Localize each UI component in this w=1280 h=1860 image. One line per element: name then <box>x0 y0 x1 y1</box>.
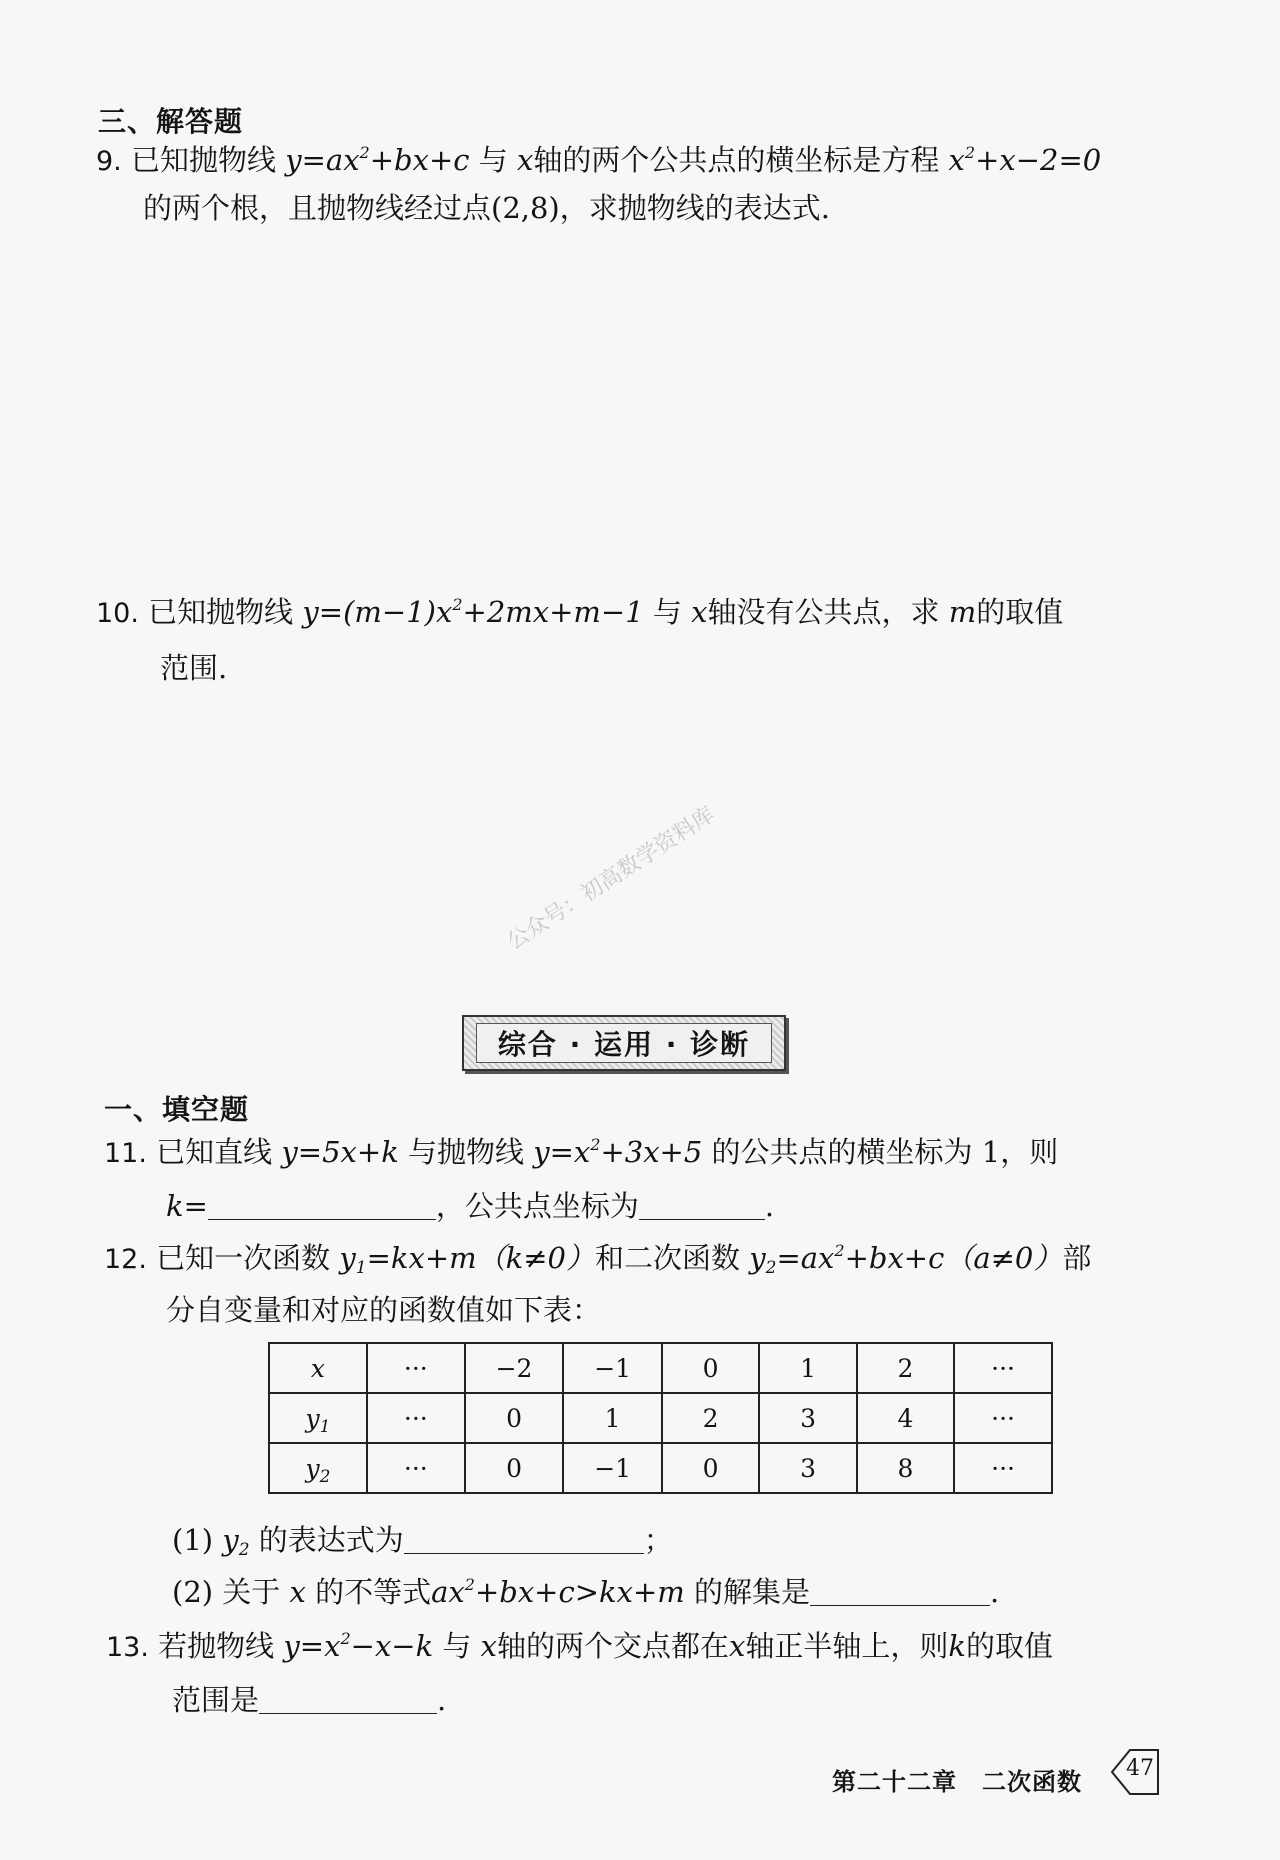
condition: （a≠0） <box>944 1241 1063 1275</box>
text: 的取值 <box>965 1629 1053 1663</box>
table-cell: ··· <box>954 1393 1052 1443</box>
equation: $y=ax^2+bx+c$ <box>285 143 470 177</box>
question-number: 13. <box>106 1632 149 1663</box>
question-number: 12. <box>104 1244 147 1275</box>
row-header: $y_1$ <box>269 1393 367 1443</box>
variable: k= <box>166 1189 208 1223</box>
answer-blank-point[interactable] <box>639 1191 765 1220</box>
question-9-line-1 <box>96 140 1101 182</box>
answer-blank-k-range[interactable] <box>259 1685 437 1714</box>
section-banner <box>462 1015 786 1071</box>
variable: x <box>516 143 534 177</box>
question-13-line-2 <box>172 1680 446 1720</box>
text: ； <box>643 1523 673 1557</box>
equation: $y_2=ax^2+bx+c$ <box>749 1241 945 1278</box>
variable: x <box>729 1629 746 1663</box>
row-header: $y_2$ <box>269 1443 367 1493</box>
variable: x <box>289 1575 306 1609</box>
text: . <box>990 1575 1000 1609</box>
table-row-x <box>269 1343 1052 1393</box>
text: 已知一次函数 <box>156 1241 331 1275</box>
variable: x <box>691 595 708 629</box>
chapter-title: 第二十二章 二次函数 <box>832 1768 1082 1796</box>
page-number: 47 <box>1126 1756 1154 1781</box>
section-title-fill: 一、填空题 <box>104 1093 250 1126</box>
text: 轴没有公共点，求 <box>707 595 940 629</box>
text: 的公共点的横坐标为 1，则 <box>711 1135 1059 1169</box>
equation: $ax^2+bx+c>kx+m$ <box>431 1575 685 1609</box>
answer-blank-k[interactable] <box>208 1191 436 1220</box>
equation: $y=x^2-x-k$ <box>283 1629 434 1663</box>
answer-blank-y2-expression[interactable] <box>404 1525 644 1554</box>
text: 与抛物线 <box>407 1135 524 1169</box>
table-cell: 0 <box>662 1343 759 1393</box>
function-value-table <box>268 1342 1053 1494</box>
text: 轴的两个公共点的横坐标是方程 <box>533 143 940 177</box>
table-cell: 2 <box>662 1393 759 1443</box>
table-cell: ··· <box>954 1343 1052 1393</box>
text: 的不等式 <box>315 1575 432 1609</box>
part-label: (1) <box>172 1523 214 1557</box>
table-row-y1 <box>269 1393 1052 1443</box>
text: 的表达式为 <box>258 1523 404 1557</box>
question-10-line-2: 范围. <box>160 651 228 685</box>
text: 的取值 <box>976 595 1064 629</box>
text: 的解集是 <box>693 1575 810 1609</box>
question-12-line-2: 分自变量和对应的函数值如下表： <box>166 1293 602 1327</box>
table-cell: 3 <box>759 1443 856 1493</box>
table-cell: 1 <box>759 1343 856 1393</box>
answer-blank-solution-set[interactable] <box>810 1577 990 1606</box>
table-cell: 3 <box>759 1393 856 1443</box>
equation: $y_1=kx+m$ <box>339 1241 477 1278</box>
question-number: 10. <box>96 598 139 629</box>
text: 与 <box>478 143 508 177</box>
banner-label: 综合 · 运用 · 诊断 <box>476 1023 772 1063</box>
text: 范围是 <box>172 1683 260 1717</box>
table-cell: −2 <box>465 1343 564 1393</box>
question-number: 11. <box>104 1138 147 1169</box>
table-cell: ··· <box>367 1393 465 1443</box>
table-cell: 2 <box>857 1343 954 1393</box>
text: 已知抛物线 <box>148 595 294 629</box>
table-cell: 4 <box>857 1393 954 1443</box>
text: 已知抛物线 <box>130 143 276 177</box>
text: . <box>764 1189 775 1223</box>
text: 轴的两个交点都在 <box>496 1629 729 1663</box>
condition: （k≠0） <box>476 1241 595 1275</box>
question-11-line-1 <box>104 1132 1058 1174</box>
table-cell: 8 <box>857 1443 954 1493</box>
question-12-part-2 <box>172 1572 999 1612</box>
text: 与 <box>652 595 682 629</box>
table-cell: 0 <box>465 1393 564 1443</box>
table-cell: ··· <box>367 1343 465 1393</box>
text: 和二次函数 <box>594 1241 740 1275</box>
variable: x <box>480 1629 497 1663</box>
question-11-line-2 <box>166 1186 774 1226</box>
variable: m <box>948 595 977 629</box>
variable: $y_2$ <box>222 1523 250 1560</box>
section-title-answer: 三、解答题 <box>98 105 244 138</box>
question-10-line-1 <box>96 592 1063 634</box>
question-12-part-1 <box>172 1520 673 1560</box>
table-cell: ··· <box>367 1443 465 1493</box>
text: ，公共点坐标为 <box>435 1189 639 1223</box>
question-12-line-1 <box>104 1238 1091 1280</box>
equation: $y=(m-1)x^2+2mx+m-1$ <box>302 595 644 629</box>
table-cell: −1 <box>563 1343 662 1393</box>
table-cell: 1 <box>563 1393 662 1443</box>
row-header: x <box>269 1343 367 1393</box>
table-cell: −1 <box>563 1443 662 1493</box>
question-13-line-1 <box>106 1626 1053 1668</box>
table-cell: 0 <box>662 1443 759 1493</box>
text: 与 <box>442 1629 472 1663</box>
question-number: 9. <box>96 146 122 177</box>
text: . <box>437 1683 447 1717</box>
part-label: (2) 关于 <box>172 1575 281 1609</box>
text: 轴正半轴上，则 <box>745 1629 949 1663</box>
table-cell: 0 <box>465 1443 564 1493</box>
watermark: 公众号：初高数学资料库 <box>502 802 720 956</box>
text: 部 <box>1062 1241 1092 1275</box>
variable: k <box>948 1629 966 1663</box>
text: 若抛物线 <box>158 1629 275 1663</box>
equation: $x^2+x-2=0$ <box>948 143 1102 177</box>
question-9-line-2: 的两个根，且抛物线经过点(2,8)，求抛物线的表达式. <box>143 191 830 225</box>
table-cell: ··· <box>954 1443 1052 1493</box>
table-row-y2 <box>269 1443 1052 1493</box>
equation: y=5x+k <box>281 1135 399 1169</box>
equation: $y=x^2+3x+5$ <box>533 1135 703 1169</box>
text: 已知直线 <box>156 1135 273 1169</box>
